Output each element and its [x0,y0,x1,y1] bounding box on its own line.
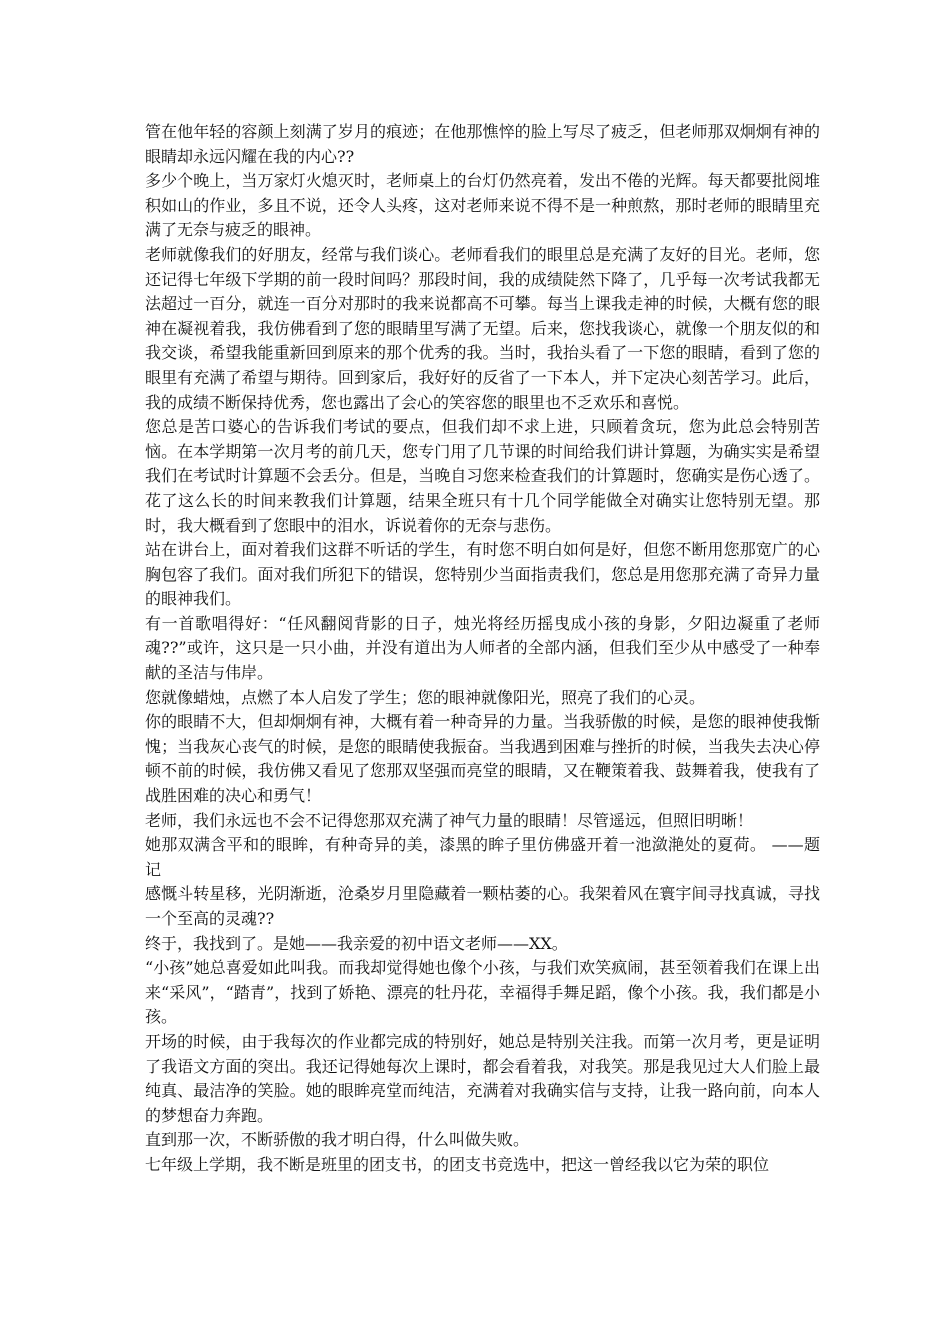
paragraph-9: 老师，我们永远也不会不记得您那双充满了神气力量的眼睛！尽管遥远，但照旧明晰！ [145,810,754,830]
paragraph-14: 开场的时候，由于我每次的作业都完成的特别好，她总是特别关注我。而第一次月考，更是证明了我语文方面的突出。我还记得她每次上课时，都会看着我，对我笑。那是我见过大人们脸上最纯真、最洁净的笑脸。她的眼眸亮堂而纯洁，充满着对我确实信与支持，让我一路向前，向本人的梦想奋力奔跑。 [145,1031,820,1125]
paragraph-8: 你的眼睛不大，但却炯炯有神，大概有着一种奇异的力量。当我骄傲的时候，是您的眼神使我惭愧；当我灰心丧气的时候，是您的眼睛使我振奋。当我遇到困难与挫折的时候，当我失去决心停顿不前的时候，我仿佛又看见了您那双坚强而亮堂的眼睛，又在鞭策着我、鼓舞着我，使我有了战胜困难的决心和勇气！ [145,712,820,806]
paragraph-2: 多少个晚上，当万家灯火熄灭时，老师桌上的台灯仍然亮着，发出不倦的光辉。每天都要批阅堆积如山的作业，多且不说，还令人头疼，这对老师来说不得不是一种煎熬，那时老师的眼睛里充满了无奈与疲乏的眼神。 [145,171,820,240]
paragraph-4: 您总是苦口婆心的告诉我们考试的要点，但我们却不求上进，只顾着贪玩，您为此总会特别苦恼。在本学期第一次月考的前几天，您专门用了几节课的时间给我们讲计算题，为确实实是希望我们在考试时计算题不会丢分。但是，当晚自习您来检查我们的计算题时，您确实是伤心透了。花了这么长的时间来教我们计算题，结果全班只有十几个同学能做全对确实让您特别无望。那时，我大概看到了您眼中的泪水，诉说着你的无奈与悲伤。 [145,417,820,535]
paragraph-10: 她那双满含平和的眼眸，有种奇异的美，漆黑的眸子里仿佛盛开着一池潋滟处的夏荷。 ——题记 [145,835,820,879]
paragraph-5: 站在讲台上，面对着我们这群不听话的学生，有时您不明白如何是好，但您不断用您那宽广的心胸包容了我们。面对我们所犯下的错误，您特别少当面指责我们，您总是用您那充满了奇异力量的眼神我们。 [145,540,820,609]
paragraph-16: 七年级上学期，我不断是班里的团支书，的团支书竞选中，把这一曾经我以它为荣的职位 [145,1154,770,1174]
paragraph-15: 直到那一次，不断骄傲的我才明白得，什么叫做失败。 [145,1130,530,1150]
document-body [145,120,820,1178]
paragraph-11: 感慨斗转星移，光阴渐逝，沧桑岁月里隐藏着一颗枯萎的心。我架着风在寰宇间寻找真诚，寻找一个至高的灵魂?? [145,884,820,928]
paragraph-7: 您就像蜡烛，点燃了本人启发了学生；您的眼神就像阳光，照亮了我们的心灵。 [145,687,706,707]
paragraph-13: “小孩”她总喜爱如此叫我。而我却觉得她也像个小孩，与我们欢笑疯闹，甚至领着我们在课上出来“采风”，“踏青”，找到了娇艳、漂亮的牡丹花，幸福得手舞足蹈，像个小孩。我，我们都是小孩。 [145,958,820,1027]
paragraph-3: 老师就像我们的好朋友，经常与我们谈心。老师看我们的眼里总是充满了友好的目光。老师，您还记得七年级下学期的前一段时间吗？那段时间，我的成绩陡然下降了，几乎每一次考试我都无法超过一百分，就连一百分对那时的我来说都高不可攀。每当上课我走神的时候，大概有您的眼神在凝视着我，我仿佛看到了您的眼睛里写满了无望。后来，您找我谈心，就像一个朋友似的和我交谈，希望我能重新回到原来的那个优秀的我。当时，我抬头看了一下您的眼睛，看到了您的眼里有充满了希望与期待。回到家后，我好好的反省了一下本人，并下定决心刻苦学习。此后，我的成绩不断保持优秀，您也露出了会心的笑容您的眼里也不乏欢乐和喜悦。 [145,244,820,412]
paragraph-1: 管在他年轻的容颜上刻满了岁月的痕迹；在他那憔悴的脸上写尽了疲乏，但老师那双炯炯有神的眼睛却永远闪耀在我的内心?? [145,122,820,166]
paragraph-12: 终于，我找到了。是她——我亲爱的初中语文老师——XX。 [145,933,568,953]
paragraph-6: 有一首歌唱得好：“任风翻阅背影的日子，烛光将经历摇曳成小孩的身影，夕阳边凝重了老师魂??”或许，这只是一只小曲，并没有道出为人师者的全部内涵，但我们至少从中感受了一种奉献的圣洁与伟岸。 [145,613,820,683]
